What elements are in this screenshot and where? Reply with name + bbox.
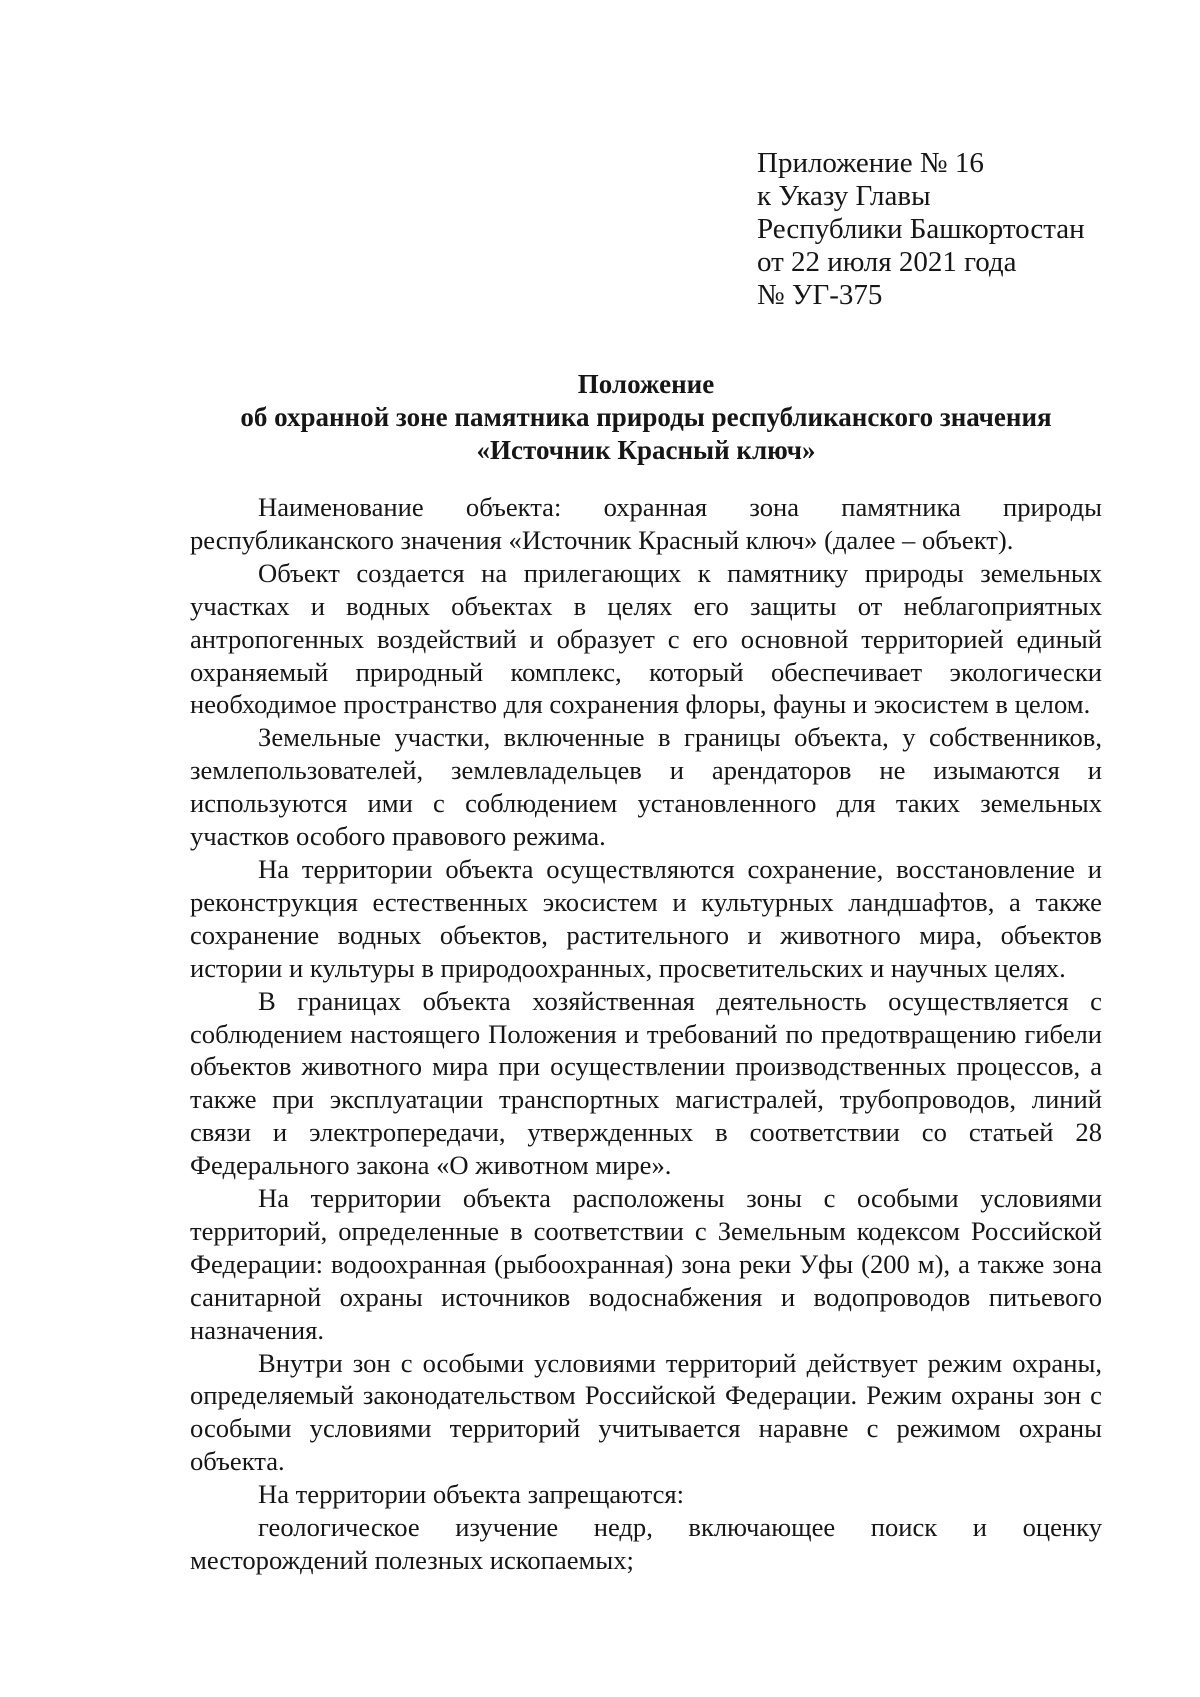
appendix-republic: Республики Башкортостан	[757, 213, 1085, 245]
paragraph-special-zones: На территории объекта расположены зоны с особыми условиями территорий, определенные в соответствии с Земельным кодексом Российской Федерации: водоохранная (рыбоохранная) зона реки Уфы (200 м), а также зона санитарной охраны источников водоснабжения и водопроводов питьевого назначения.	[190, 1183, 1102, 1345]
paragraph-economic-activity: В границах объекта хозяйственная деятельность осуществляется с соблюдением настоящего Положения и требований по предотвращению гибели объектов животного мира при осуществлении производственных процессов, а также при эксплуатации транспортных магистралей, трубопроводов, линий связи и электропередачи, утвержденных в соответствии со статьей 28 Федерального закона «О животном мире».	[190, 985, 1102, 1181]
paragraph-prohibitions-intro: На территории объекта запрещаются:	[258, 1479, 685, 1510]
appendix-block	[757, 147, 1085, 312]
paragraph-prohibition-geology: геологическое изучение недр, включающее поиск и оценку месторождений полезных ископаемых;	[190, 1512, 1102, 1575]
paragraph-protection-regime: Внутри зон с особыми условиями территорий действует режим охраны, определяемый законодательством Российской Федерации. Режим охраны зон с особыми условиями территорий учитывается наравне с режимом охраны объекта.	[190, 1347, 1102, 1477]
document-body	[190, 491, 1102, 1577]
appendix-decree-ref: к Указу Главы	[757, 180, 931, 212]
paragraph-conservation: На территории объекта осуществляются сохранение, восстановление и реконструкция естественных экосистем и культурных ландшафтов, а также сохранение водных объектов, растительного и животного мира, объектов истории и культуры в природоохранных, просветительских и научных целях.	[190, 853, 1102, 983]
document-heading	[190, 368, 1102, 467]
appendix-date: от 22 июля 2021 года	[757, 246, 1017, 278]
document-object-name: «Источник Красный ключ»	[476, 435, 816, 465]
paragraph-object-name: Наименование объекта: охранная зона памятника природы республиканского значения «Источник Красный ключ» (далее – объект).	[190, 492, 1102, 555]
paragraph-land-plots: Земельные участки, включенные в границы объекта, у собственников, землепользователей, землевладельцев и арендаторов не изымаются и используются ими с соблюдением установленного для таких земельных участков особого правового режима.	[190, 722, 1102, 852]
document-title: Положение	[577, 369, 715, 399]
appendix-number: Приложение № 16	[757, 147, 984, 179]
document-subtitle: об охранной зоне памятника природы республиканского значения	[240, 402, 1052, 432]
appendix-decree-number: № УГ-375	[757, 279, 883, 311]
paragraph-purpose: Объект создается на прилегающих к памятнику природы земельных участках и водных объектах в целях его защиты от неблагоприятных антропогенных воздействий и образует с его основной территорией единый охраняемый природный комплекс, который обеспечивает экологически необходимое пространство для сохранения флоры, фауны и экосистем в целом.	[190, 557, 1102, 720]
